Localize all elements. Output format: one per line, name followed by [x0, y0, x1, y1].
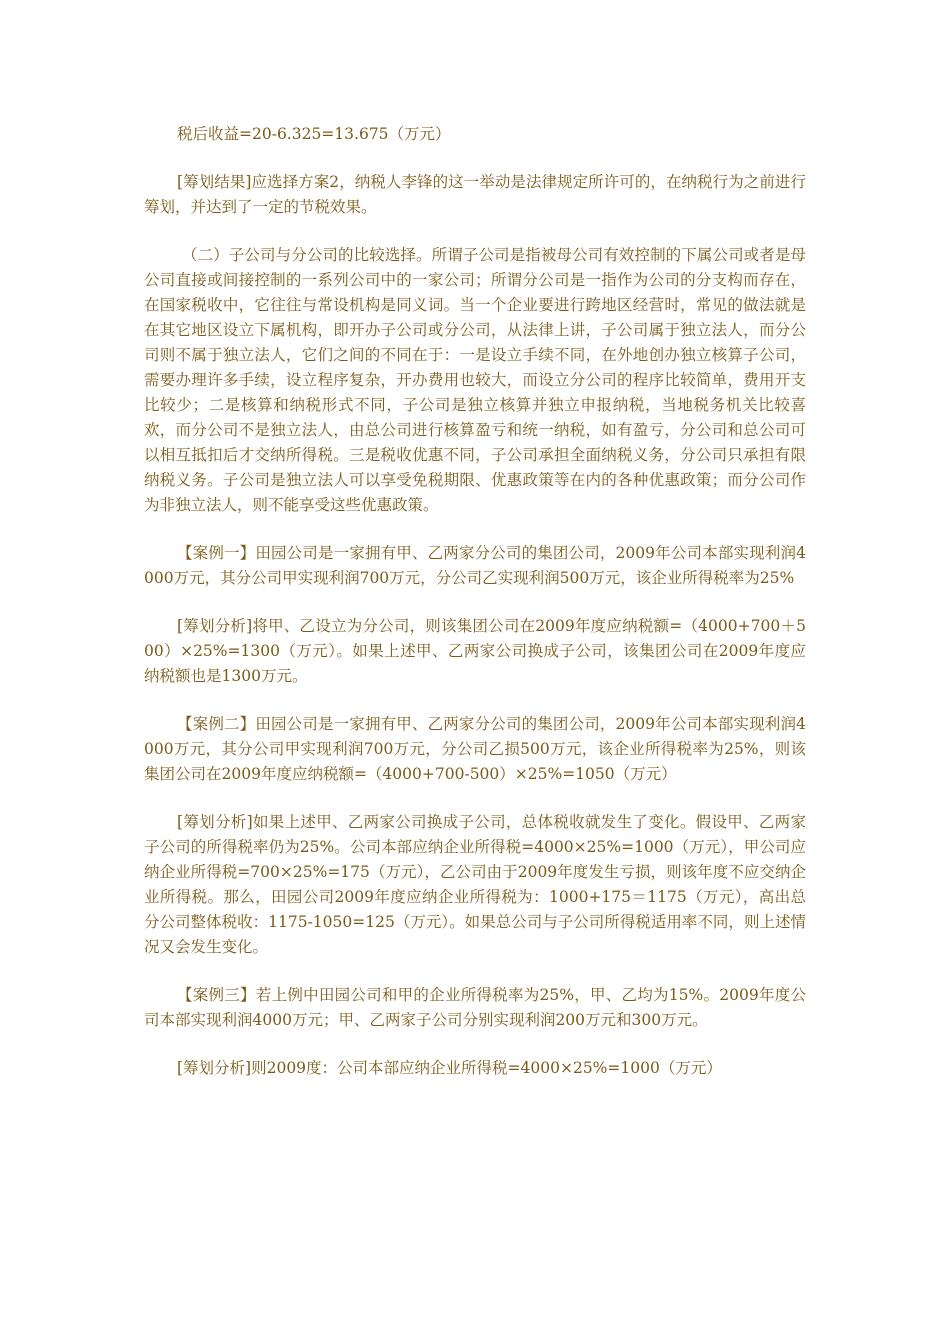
paragraph-after-tax-income: 税后收益=20-6.325=13.675（万元）: [177, 125, 451, 143]
paragraph-case-two: 【案例二】田园公司是一家拥有甲、乙两家分公司的集团公司，2009年公司本部实现利润4000万元，其分公司甲实现利润700万元，分公司乙损500万元，该企业所得税率为25%，则该集团公司在2009年度应纳税额=（4000+700-500）×25%=1050（万元）: [144, 715, 806, 783]
paragraph-case-three-analysis: [筹划分析]则2009度：公司本部应纳企业所得税=4000×25%=1000（万元）: [177, 1059, 722, 1077]
paragraph-subsidiary-vs-branch: （二）子公司与分公司的比较选择。所谓子公司是指被母公司有效控制的下属公司或者是母公司直接或间接控制的一系列公司中的一家公司；所谓分公司是一指作为公司的分支构而存在，在国家税收中，它往往与常设机构是同义词。当一个企业要进行跨地区经营时，常见的做法就是在其它地区设立下属机构，即开办子公司或分公司，从法律上讲，子公司属于独立法人，而分公司则不属于独立法人，它们之间的不同在于：一是设立手续不同，在外地创办独立核算子公司，需要办理许多手续，设立程序复杂，开办费用也较大，而设立分公司的程序比较简单，费用开支比较少；二是核算和纳税形式不同，子公司是独立核算并独立申报纳税，当地税务机关比较喜欢，而分公司不是独立法人，由总公司进行核算盈亏和统一纳税，如有盈亏，分公司和总公司可以相互抵扣后才交纳所得税。三是税收优惠不同，子公司承担全面纳税义务，分公司只承担有限纳税义务。子公司是独立法人可以享受免税期限、优惠政策等在内的各种优惠政策；而分公司作为非独立法人，则不能享受这些优惠政策。: [144, 246, 806, 514]
paragraph-case-two-analysis: [筹划分析]如果上述甲、乙两家公司换成子公司，总体税收就发生了变化。假设甲、乙两家子公司的所得税率仍为25%。公司本部应纳企业所得税=4000×25%=1000（万元），甲公司应纳企业所得税=700×25%=175（万元），乙公司由于2009年度发生亏损，则该年度不应交纳企业所得税。那么，田园公司2009年度应纳企业所得税为：1000+175＝1175（万元），高出总分公司整体税收：1175-1050=125（万元）。如果总公司与子公司所得税适用率不同，则上述情况又会发生变化。: [144, 813, 806, 956]
document-body: [144, 122, 806, 1104]
paragraph-case-one: 【案例一】田园公司是一家拥有甲、乙两家分公司的集团公司，2009年公司本部实现利润4000万元，其分公司甲实现利润700万元，分公司乙实现利润500万元，该企业所得税率为25%: [144, 544, 806, 587]
paragraph-case-one-analysis: [筹划分析]将甲、乙设立为分公司，则该集团公司在2009年度应纳税额=（4000+700＋500）×25%=1300（万元）。如果上述甲、乙两家公司换成子公司，该集团公司在2009年度应纳税额也是1300万元。: [144, 617, 806, 685]
paragraph-case-three: 【案例三】若上例中田园公司和甲的企业所得税率为25%，甲、乙均为15%。2009年度公司本部实现利润4000万元；甲、乙两家子公司分别实现利润200万元和300万元。: [144, 986, 806, 1029]
paragraph-planning-result: [筹划结果]应选择方案2，纳税人李锋的这一举动是法律规定所许可的，在纳税行为之前进行筹划，并达到了一定的节税效果。: [144, 173, 806, 216]
